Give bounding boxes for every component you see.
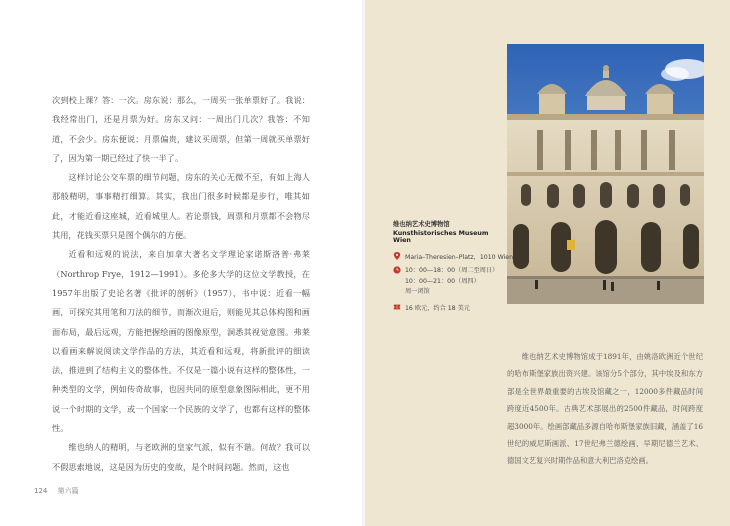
hours-line: 10：00—18：00（周二至周日）: [405, 267, 499, 274]
page-number: 124: [34, 487, 48, 495]
price-text: 16 欧元，约合 18 美元: [405, 304, 470, 312]
museum-title-cn: 维也纳艺术史博物馆: [393, 221, 450, 228]
description-paragraph: 维也纳艺术史博物馆成于1891年，由姚洛欧洲近个世纪的哈布斯堡家族出资兴建。该馆分5个部分，其中埃及和东方部是全世界最重要的古埃及馆藏之一，12000多件藏品时间跨度近4500年。古典艺术部展出的2500件藏品，时间跨度超3000年。绘画部藏品多源自哈布斯堡家族旧藏，涵盖了16世纪的威尼斯画派、17世纪弗兰德绘画、早期尼德兰艺术、德国文艺复兴时期作品和意大利巴洛克绘画。: [507, 352, 703, 466]
paragraph: 近看和远观的说法，来自加拿大著名文学理论家诺斯洛普·弗莱（Northrop Frye，1912—1991）。多伦多大学的这位文学教授，在1957年出版了史论名著《批评的剖析》（1957），书中说：近看一幅画，可探究其用笔和刀法的细节，而渐次退后，则能见其总体构图和画面布局，最后远观，方能把握绘画的图像原型，洞悉其视觉意图。弗莱以看画来解说阅读文学作品的方法，其近看和远观，将新批评的细读法，推进到了结构主义的整体性。不仅是一篇小说有这样的整体性，一种类型的文学，例如传奇故事，也因共同的原型意象图际相此，更不用说一个时期的文学，或一个国家一个民族的文学了，也都有这样的整体性。: [52, 249, 310, 434]
address-row: [393, 252, 514, 261]
price-row: [393, 303, 508, 312]
hours-row: [393, 266, 508, 298]
ticket-icon: [393, 303, 401, 311]
museum-description: [507, 348, 703, 470]
address-text: Maria–Theresien–Platz，1010 Wien: [405, 254, 514, 261]
hours-line: 周一闭馆: [405, 288, 430, 295]
body-text: [52, 91, 310, 477]
page-footer: [34, 486, 87, 496]
museum-facade-illustration: [507, 44, 704, 304]
paragraph: 维也纳人的精明，与老欧洲的皇家气派，似有不谐。何故？我可以不假思索地说，这是因为历史的变故，是个时间问题。然而，这也: [52, 442, 310, 472]
clock-icon: [393, 266, 401, 274]
location-pin-icon: [393, 252, 401, 260]
museum-info-card: [393, 219, 514, 317]
museum-photo: [507, 44, 704, 304]
chapter-label: 第六篇: [57, 487, 79, 495]
paragraph: 次到校上课？答：一次。房东说：那么，一周买一张单票好了。我说：我经常出门，还是月票为好。房东又问：一周出门几次？我答：不知道，不会少。房东便说：月票偏贵，建议买周票，但第一周就买单票好了，因为第一期已经过了快一半了。: [52, 95, 310, 163]
hours-line: 10：00—21：00（周四）: [405, 277, 480, 285]
museum-title-de: Kunsthistorisches Museum Wien: [393, 230, 489, 244]
paragraph: 这样讨论公交车票的细节问题，房东的关心无微不至，有如上海人那般精明，事事精打细算。其实，我出门很多时候都是步行，唯其如此，才能近看这座城，近看城里人。若论票钱，周票和月票都不会物尽其用，花钱买票只是图个偶尔的方便。: [52, 172, 310, 241]
